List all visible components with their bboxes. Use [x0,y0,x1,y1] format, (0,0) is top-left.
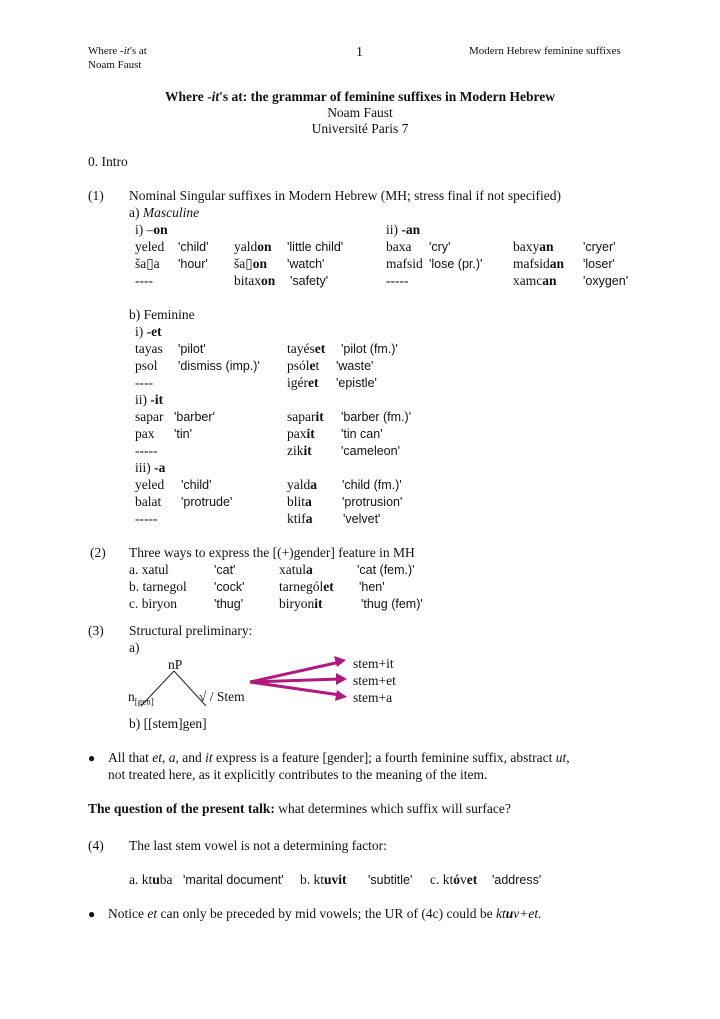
gloss: 'cat' [214,563,236,577]
word: zik [287,443,304,458]
arrow-to-stem-a [250,682,340,695]
text-run: Notice [108,906,148,921]
gloss: 'safety' [290,274,329,288]
word: psol [135,358,158,373]
tree-left-feature: [gen] [134,696,154,707]
running-head-author: Noam Faust [88,59,142,71]
word-suffix: on [252,256,267,271]
word: ----- [135,511,158,526]
text-italic-bold: u [505,906,514,921]
target-stem-a: stem+a [353,690,393,705]
suffix-label-num: ii) [386,222,402,237]
word: baxy [513,239,540,254]
tree-left-head: n [128,689,135,704]
suffix-label-suffix: -an [401,222,421,237]
word: tarnegól [279,579,324,594]
word-suffix: on [261,273,276,288]
word: igér [287,375,308,390]
text-run: can only be preceded by mid vowels; the UR of (4c) could be [157,906,497,921]
bullet-text [108,749,570,766]
suffix-label-suffix: -et [146,324,162,339]
question-text: what determines which suffix will surface? [274,801,511,816]
suffix-label-num: i) – [135,222,154,237]
word: xatul [279,562,306,577]
gloss: 'subtitle' [368,873,413,887]
suffix-label-num: i) [135,324,147,339]
tree-root-label: nP [168,657,183,672]
example-items [0,871,720,888]
target-stem-et: stem+et [353,673,396,688]
word: ša▯a [135,256,160,271]
word-suffix: a [305,511,313,526]
word: ---- [135,375,153,390]
word: yeled [135,239,165,254]
gloss: 'epistle' [336,376,377,390]
example-heading: Nominal Singular suffixes in Modern Hebrew (MH; stress final if not specified) [129,188,562,203]
text-run: express is a feature [gender]; a fourth feminine suffix, abstract [212,750,556,765]
gloss: 'tin' [174,427,192,441]
suffix-label-suffix: -a [154,460,166,475]
word: ktif [287,511,306,526]
gloss: 'hour' [178,257,208,271]
word: psól [287,358,310,373]
text-run: , [566,750,570,765]
word-end: ba [159,872,173,887]
gloss: 'cat (fem.)' [357,563,415,577]
word: sapar [135,409,164,424]
title-text-end: 's at: the grammar of feminine suffixes in Modern Hebrew [219,89,555,104]
word: xamc [513,273,543,288]
word: yald [287,477,311,492]
gloss: 'watch' [287,257,325,271]
word: baxa [386,239,412,254]
text-italic: it [205,750,213,765]
word: bitax [234,273,261,288]
word: mafsid [513,256,550,271]
gloss: 'protrude' [181,495,233,509]
running-head-text-end: 's at [129,45,147,57]
example-number: (1) [88,188,104,203]
text-italic: kt [496,906,506,921]
word-end: t [315,358,320,373]
word-suffix: an [539,239,554,254]
bullet-icon: ● [88,751,96,765]
gloss: 'thug' [214,597,244,611]
word-suffix: a [305,494,312,509]
gloss: 'child' [178,240,209,254]
arrowhead-stem-a [335,690,347,701]
gloss: 'cry' [429,240,451,254]
word: c. kt [430,872,454,887]
word-mid: v [460,872,467,887]
running-head-text: Where - [88,45,124,57]
word: b. kt [300,872,325,887]
section-heading: 0. Intro [88,154,128,169]
question-label: The question of the present talk: [88,801,275,816]
gloss: 'cryer' [583,240,616,254]
suffix-label-suffix: on [153,222,168,237]
word: biryon [279,596,315,611]
gloss: 'dismiss (imp.)' [178,359,260,373]
gloss: 'hen' [359,580,385,594]
gloss: 'pilot (fm.)' [341,342,398,356]
word-suffix: a [306,562,313,577]
word-suffix: an [542,273,557,288]
suffix-label-num: iii) [135,460,155,475]
gloss: 'little child' [287,240,344,254]
gloss: 'protrusion' [342,495,403,509]
word-suffix: a [310,477,317,492]
gloss: 'child (fm.)' [342,478,402,492]
title-text: Where - [165,89,212,104]
suffix-label-suffix: -it [150,392,164,407]
title-suffix: it [211,89,220,104]
gloss: 'thug (fem)' [361,597,423,611]
word-suffix: uvit [324,872,347,887]
bullet-icon: ● [88,907,96,921]
word: a. xatul [129,562,169,577]
word-suffix: on [257,239,272,254]
word: tayés [287,341,315,356]
word-suffix: et [314,341,326,356]
arrowhead-stem-it [334,656,346,667]
example-number: (4) [88,838,104,853]
gloss: 'marital document' [183,873,284,887]
gloss: 'oxygen' [583,274,629,288]
word: yald [234,239,258,254]
label-text: Masculine [142,205,200,220]
word: tayas [135,341,163,356]
word: a. kt [129,872,153,887]
research-question [88,800,511,817]
arrow-group [250,656,347,701]
word: balat [135,494,162,509]
example-number: (3) [88,623,104,638]
gloss: 'tin can' [341,427,383,441]
text-italic: et, a, [152,750,179,765]
word-suffix: it [306,426,315,441]
arrowhead-stem-et [336,673,347,685]
word-suffix: et [308,375,319,390]
bullet-text-continued: not treated here, as it explicitly contributes to the meaning of the item. [108,767,488,782]
running-head-right: Modern Hebrew feminine suffixes [469,45,621,57]
word-suffix: et [323,579,334,594]
example-heading: The last stem vowel is not a determining factor: [129,838,387,853]
word: pax [287,426,307,441]
example-number: (2) [90,545,106,560]
word: ----- [135,443,158,458]
page-number: 1 [356,45,363,60]
text-run: All that [108,750,153,765]
gloss: 'barber (fm.)' [341,410,412,424]
bullet-text [108,905,542,922]
example-heading: Three ways to express the [(+)gender] feature in MH [129,545,415,560]
word: b. tarnegol [129,579,187,594]
label-letter: a) [129,205,140,220]
word-suffix: it [314,596,323,611]
word: pax [135,426,155,441]
gloss: 'velvet' [343,512,381,526]
gloss: 'loser' [583,257,615,271]
word-suffix: an [549,256,565,271]
gloss: 'barber' [174,410,215,424]
gloss: 'lose (pr.)' [429,257,483,271]
word: ša▯ [234,256,253,271]
word: mafsid [386,256,423,271]
word: ---- [135,273,153,288]
example-heading: Structural preliminary: [129,623,253,638]
author-name: Noam Faust [327,105,393,120]
word-suffix: e [309,358,316,373]
suffix-label-num: ii) [135,392,151,407]
text-italic: ut [555,750,567,765]
word: c. biryon [129,596,177,611]
word-suffix: it [303,443,312,458]
word-vowel: u [152,872,160,887]
subsection-label: b) Feminine [129,307,195,322]
gloss: 'child' [181,478,212,492]
word: sapar [287,409,316,424]
target-stem-it: stem+it [353,656,394,671]
word: ----- [386,273,409,288]
gloss: 'waste' [336,359,374,373]
subsection-label: b) [[stem]gen] [129,716,207,731]
tree-right-label: √ / Stem [199,689,245,704]
text-italic: et [147,906,158,921]
gloss: 'cameleon' [341,444,400,458]
word: yeled [135,477,165,492]
text-italic: v+et. [513,906,542,921]
running-head-suffix: it [123,45,130,57]
gloss: 'address' [492,873,542,887]
word-suffix: et [466,872,478,887]
word-suffix: it [315,409,324,424]
gloss: 'pilot' [178,342,206,356]
text-run: and [178,750,206,765]
tree-left-label [128,688,154,711]
author-affiliation: Université Paris 7 [311,121,409,136]
subsection-label: a) [129,640,140,655]
gloss: 'cock' [214,580,245,594]
word-vowel: ó [453,872,460,887]
word: blit [287,494,306,509]
